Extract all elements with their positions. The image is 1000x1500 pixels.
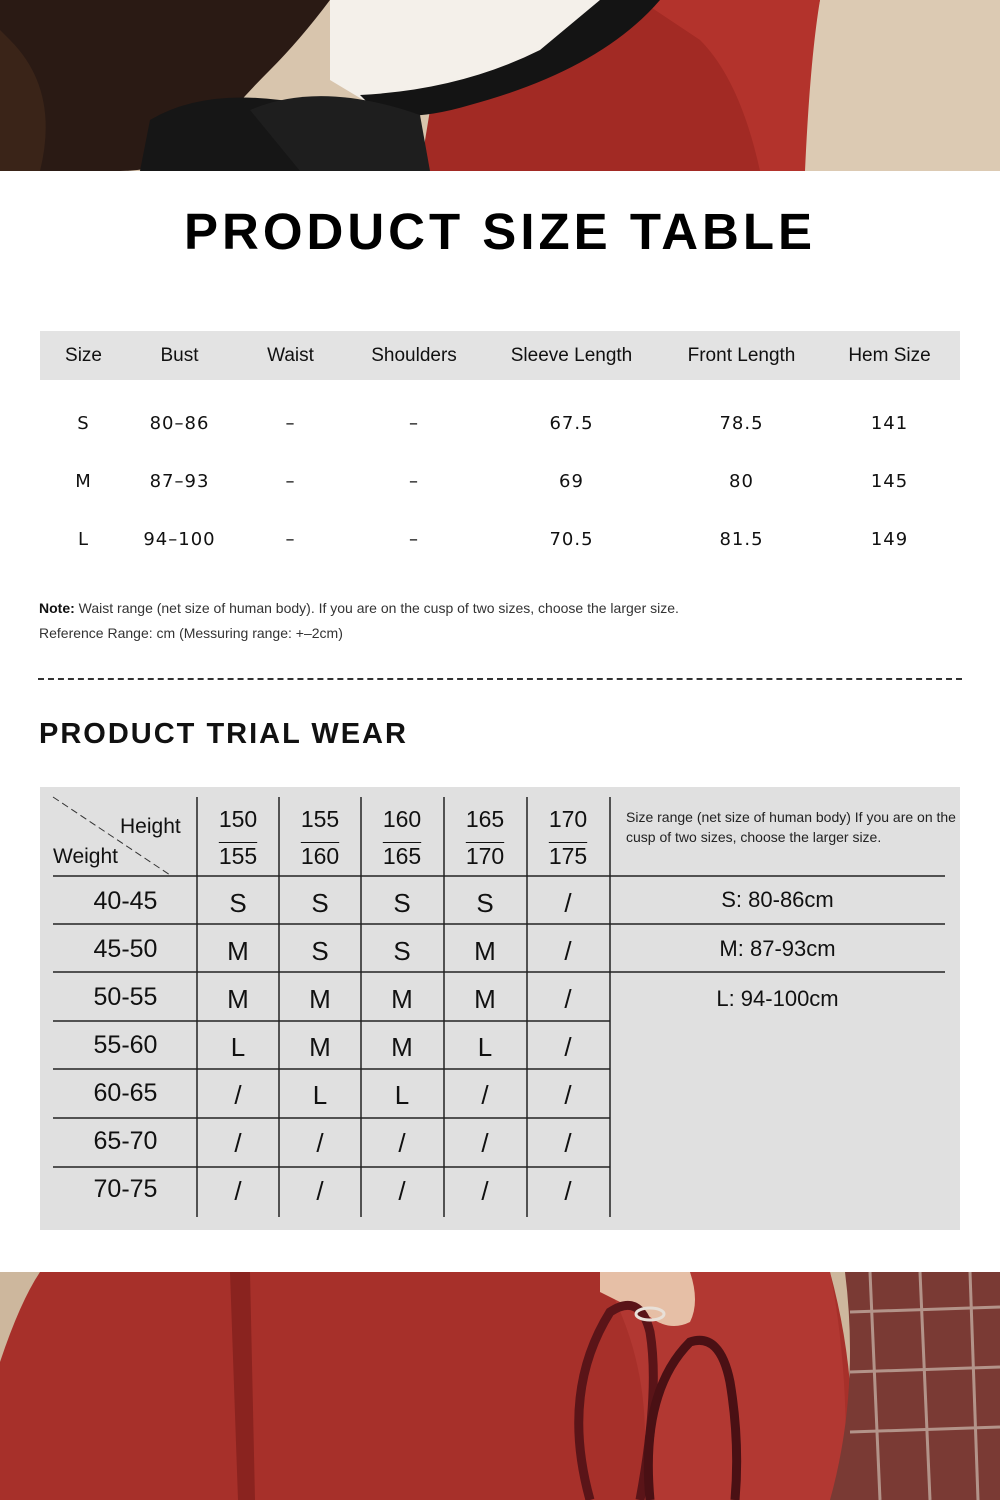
cell-hem-size: 145 xyxy=(870,470,909,492)
size-cell: / xyxy=(564,888,572,918)
size-cell: / xyxy=(564,936,572,966)
size-cell: S xyxy=(229,888,247,918)
cell-shoulders: – xyxy=(409,528,419,550)
height-to: 155 xyxy=(218,843,258,869)
cell-sleeve-length: 67.5 xyxy=(549,412,594,434)
height-from: 165 xyxy=(465,806,505,832)
weight-label: 70-75 xyxy=(93,1175,158,1203)
size-cell: / xyxy=(316,1128,324,1158)
height-from: 170 xyxy=(548,806,588,832)
height-to: 160 xyxy=(300,843,340,869)
table-row xyxy=(40,394,960,452)
cell-waist: – xyxy=(285,470,296,492)
height-to: 175 xyxy=(548,843,588,869)
header-sleeve-length: Sleeve Length xyxy=(510,344,633,366)
size-cell: / xyxy=(481,1176,489,1206)
size-table-header xyxy=(40,331,960,380)
size-cell: / xyxy=(564,984,572,1014)
size-cell: M xyxy=(309,984,331,1014)
height-from: 160 xyxy=(382,806,422,832)
weight-label: 55-60 xyxy=(93,1031,158,1059)
cell-bust: 87–93 xyxy=(149,470,210,492)
weight-label: 45-50 xyxy=(93,935,158,963)
product-photo-bottom xyxy=(0,1272,1000,1500)
range-s: S: 80-86cm xyxy=(721,887,834,912)
cell-front-length: 80 xyxy=(729,470,754,492)
trial-wear-title: PRODUCT TRIAL WEAR xyxy=(39,718,408,750)
cell-size: M xyxy=(75,470,92,492)
size-cell: / xyxy=(398,1176,406,1206)
cell-front-length: 81.5 xyxy=(719,528,764,550)
size-cell: M xyxy=(227,984,249,1014)
size-cell: S xyxy=(311,888,329,918)
cell-shoulders: – xyxy=(409,470,419,492)
size-cell: S xyxy=(476,888,494,918)
size-cell: / xyxy=(316,1176,324,1206)
height-header xyxy=(197,801,279,875)
size-range-note: Size range (net size of human body) If you are on the cusp of two sizes, choose the larger size. xyxy=(626,809,956,845)
size-cell: L xyxy=(312,1080,328,1110)
size-cell: M xyxy=(391,984,413,1014)
size-cell: S xyxy=(393,936,411,966)
height-from: 150 xyxy=(218,806,258,832)
size-cell: M xyxy=(474,936,496,966)
header-shoulders: Shoulders xyxy=(371,344,457,366)
cell-size: L xyxy=(77,528,90,550)
height-header xyxy=(444,801,526,875)
corner-height-label: Height xyxy=(120,815,181,838)
cell-hem-size: 149 xyxy=(870,528,909,550)
size-table xyxy=(40,331,960,568)
cell-sleeve-length: 69 xyxy=(559,470,584,492)
cell-bust: 94–100 xyxy=(143,528,216,550)
dashed-divider xyxy=(38,678,962,680)
table-row xyxy=(40,452,960,510)
height-header xyxy=(279,801,361,875)
cell-size: S xyxy=(77,412,90,434)
size-cell: L xyxy=(477,1032,493,1062)
table-row xyxy=(40,510,960,568)
page-title: PRODUCT SIZE TABLE xyxy=(183,203,817,260)
header-waist: Waist xyxy=(267,344,314,366)
weight-label: 40-45 xyxy=(93,887,158,915)
height-header xyxy=(527,801,609,875)
note-line-1: Waist range (net size of human body). If you are on the cusp of two sizes, choose the larger size. xyxy=(78,600,679,616)
size-cell: / xyxy=(234,1128,242,1158)
header-front-length: Front Length xyxy=(687,344,796,366)
size-cell: M xyxy=(227,936,249,966)
header-hem-size: Hem Size xyxy=(848,344,931,366)
size-cell: S xyxy=(311,936,329,966)
cell-shoulders: – xyxy=(409,412,419,434)
cell-waist: – xyxy=(285,528,296,550)
note-label: Note: xyxy=(39,600,75,616)
size-cell: / xyxy=(398,1128,406,1158)
header-size: Size xyxy=(65,344,102,366)
size-cell: / xyxy=(234,1176,242,1206)
height-header xyxy=(361,801,443,875)
header-bust: Bust xyxy=(160,344,199,366)
size-cell: / xyxy=(564,1176,572,1206)
cell-hem-size: 141 xyxy=(870,412,909,434)
height-to: 170 xyxy=(465,843,505,869)
note-line-2: Reference Range: cm (Messuring range: +–2cm) xyxy=(39,625,343,641)
size-cell: M xyxy=(309,1032,331,1062)
corner-weight-label: Weight xyxy=(53,845,118,868)
weight-label: 60-65 xyxy=(93,1079,158,1107)
size-cell: L xyxy=(394,1080,410,1110)
size-cell: / xyxy=(481,1128,489,1158)
size-cell: M xyxy=(391,1032,413,1062)
height-from: 155 xyxy=(300,806,340,832)
height-to: 165 xyxy=(382,843,422,869)
size-cell: / xyxy=(234,1080,242,1110)
weight-label: 50-55 xyxy=(93,983,158,1011)
size-cell: / xyxy=(564,1032,572,1062)
size-note xyxy=(39,596,969,646)
cell-front-length: 78.5 xyxy=(719,412,764,434)
size-cell: M xyxy=(474,984,496,1014)
cell-waist: – xyxy=(285,412,296,434)
size-cell: S xyxy=(393,888,411,918)
weight-label: 65-70 xyxy=(93,1127,158,1155)
size-cell: / xyxy=(481,1080,489,1110)
size-cell: / xyxy=(564,1128,572,1158)
product-photo-top xyxy=(0,0,1000,171)
cell-sleeve-length: 70.5 xyxy=(549,528,594,550)
trial-wear-table xyxy=(40,787,960,1230)
range-l: L: 94-100cm xyxy=(716,986,839,1011)
cell-bust: 80–86 xyxy=(149,412,210,434)
size-cell: L xyxy=(230,1032,246,1062)
range-m: M: 87-93cm xyxy=(719,936,836,961)
size-cell: / xyxy=(564,1080,572,1110)
